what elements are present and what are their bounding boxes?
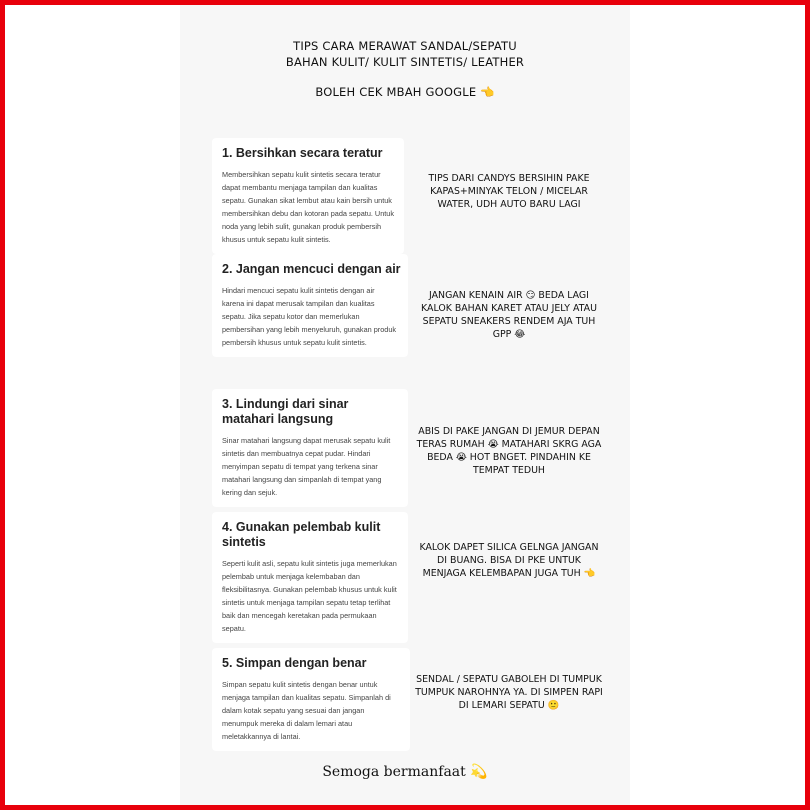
tip-note-5: SENDAL / SEPATU GABOLEH DI TUMPUK TUMPUK NAROHNYA YA. DI SIMPEN RAPI DI LEMARI SEPATU 🙂 (415, 674, 603, 711)
footer-text: Semoga bermanfaat 💫 (322, 764, 488, 780)
tip-card-5 (212, 648, 410, 751)
tip-card-1 (212, 138, 404, 254)
title-line-2: BAHAN KULIT/ KULIT SINTETIS/ LEATHER (285, 55, 525, 69)
tip-title: 4. Gunakan pelembab kulit sintetis (222, 520, 381, 549)
subtitle: BOLEH CEK MBAH GOOGLE 👈 (315, 85, 495, 99)
tip-note-1: TIPS DARI CANDYS BERSIHIN PAKE KAPAS+MINYAK TELON / MICELAR WATER, UDH AUTO BARU LAGI (428, 173, 590, 210)
tip-title: 1. Bersihkan secara teratur (222, 146, 383, 160)
tip-body: Sinar matahari langsung dapat merusak sepatu kulit sintetis dan membuatnya cepat pudar. Hindari menyimpan sepatu di tempat yang terkena sinar matahari langsung dan simpanlah di tempat yang kering dan sejuk. (222, 436, 391, 497)
page-title (180, 38, 630, 70)
tip-note-2: JANGAN KENAIN AIR 😏 BEDA LAGI KALOK BAHAN KARET ATAU JELY ATAU SEPATU SNEAKERS RENDEM AJA TUH GPP 😂 (421, 290, 597, 340)
tip-card-3 (212, 389, 408, 507)
tip-body: Hindari mencuci sepatu kulit sintetis dengan air karena ini dapat merusak tampilan dan kualitas sepatu. Jika sepatu kotor dan memerlukan pembersihan yang lebih menyeluruh, gunakan produk pembersih khusus untuk sepatu kulit sintetis. (222, 286, 397, 347)
tip-body: Seperti kulit asli, sepatu kulit sintetis juga memerlukan pelembab untuk menjaga kelembaban dan fleksibilitasnya. Gunakan pelembab khusus untuk kulit sintetis untuk menjaga tampilan sepatu tetap terlihat baik dan mencegah keretakan pada permukaan sepatu. (222, 559, 397, 633)
tip-card-2 (212, 254, 408, 357)
tip-title: 5. Simpan dengan benar (222, 656, 367, 670)
tip-title: 3. Lindungi dari sinar matahari langsung (222, 397, 349, 426)
tip-title: 2. Jangan mencuci dengan air (222, 262, 401, 276)
tip-note-3: ABIS DI PAKE JANGAN DI JEMUR DEPAN TERAS RUMAH 😭 MATAHARI SKRG AGA BEDA 😭 HOT BNGET. PINDAHIN KE TEMPAT TEDUH (416, 426, 602, 476)
tip-body: Membersihkan sepatu kulit sintetis secara teratur dapat membantu menjaga tampilan dan kualitas sepatu. Gunakan sikat lembut atau kain bersih untuk membersihkan debu dan kotoran pada sepatu. Untuk noda yang lebih sulit, gunakan produk pembersih khusus untuk sepatu kulit sintetis. (222, 170, 394, 244)
title-line-1: TIPS CARA MERAWAT SANDAL/SEPATU (293, 39, 517, 53)
tip-note-4: KALOK DAPET SILICA GELNGA JANGAN DI BUANG. BISA DI PKE UNTUK MENJAGA KELEMBAPAN JUGA TUH 👈 (419, 542, 599, 579)
tip-card-4 (212, 512, 408, 643)
tip-body: Simpan sepatu kulit sintetis dengan benar untuk menjaga tampilan dan kualitas sepatu. Simpanlah di dalam kotak sepatu yang sesuai dan jangan menumpuk mereka di dalam lemari atau meletakkannya di lantai. (222, 680, 391, 741)
